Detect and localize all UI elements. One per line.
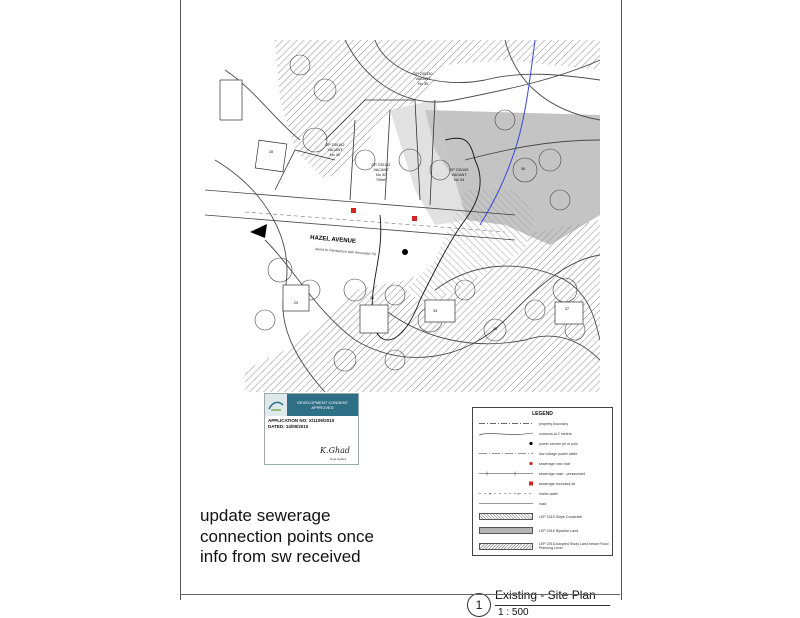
- svg-text:w: w: [489, 491, 492, 496]
- house-number: 31: [369, 296, 375, 300]
- house-number: 28: [268, 150, 274, 154]
- council-logo-icon: [265, 394, 287, 416]
- street-note: Akora to intersection with Alexander Rd: [314, 247, 377, 257]
- dash-dot-line-icon: [477, 449, 535, 458]
- lot-number: No 39: [417, 82, 429, 86]
- dash-line-icon: [477, 419, 535, 428]
- note-line: connection points once: [200, 526, 374, 546]
- slope-swatch-icon: [479, 513, 533, 520]
- legend-item: LEP 2015 Riparian Land: [477, 526, 609, 535]
- lot-area: 790m²: [375, 178, 387, 182]
- black-dot-icon: [477, 439, 535, 448]
- lot-status: VACANT: [415, 77, 431, 81]
- power-pole-marker: [402, 249, 408, 255]
- water-line-icon: [477, 489, 535, 498]
- stamp-title: DEVELOPMENT CONSENT APPROVED: [297, 400, 348, 410]
- development-consent-stamp: [264, 393, 359, 465]
- legend-item: contours at 2 meters: [477, 429, 609, 438]
- note-line: info from sw received: [200, 547, 361, 566]
- site-plan-drawing: [205, 40, 600, 392]
- sewerage-boundary-kit-marker: [412, 216, 417, 221]
- lot-dp: DP 230162: [325, 143, 345, 147]
- stamp-date: DATED: 14/09/2010: [268, 424, 309, 429]
- lot-dp: DP 230162: [371, 163, 391, 167]
- svg-text:w: w: [517, 491, 520, 496]
- lot-status: VACANT: [451, 173, 467, 177]
- lot-number: No 34: [453, 178, 465, 182]
- red-dot-icon: [477, 459, 535, 468]
- north-arrow-icon: [250, 224, 267, 238]
- sewerage-boundary-kit-marker: [351, 208, 356, 213]
- legend-item: w w mains water: [477, 489, 609, 498]
- house-number: 37: [564, 307, 570, 311]
- house-number: 35: [492, 327, 498, 331]
- view-scale: 1 : 500: [498, 607, 529, 618]
- legend-item: sewerage boundary kit: [477, 479, 609, 488]
- legend-item: LEP 2015 Adopted Study Land below Flood Planning Level: [477, 540, 609, 552]
- signature-icon: K.Ghad: [320, 446, 350, 455]
- lot-status: VACANT: [327, 148, 343, 152]
- legend-title: LEGEND: [532, 411, 553, 417]
- tick-line-icon: [477, 469, 535, 478]
- legend-item: power service pit or pole: [477, 439, 609, 448]
- contour-icon: [477, 429, 535, 438]
- legend-item: low voltage power cable: [477, 449, 609, 458]
- stamp-officer: Noel Gaffed: [330, 457, 346, 461]
- legend-item: road: [477, 499, 609, 508]
- legend-item: sewerage main - pressurised: [477, 469, 609, 478]
- lot-status: VACANT: [373, 168, 389, 172]
- stamp-application-number: APPLICATION NO: X/1109/2010: [268, 418, 335, 423]
- view-title-rule: [495, 605, 610, 606]
- note-line: update sewerage: [200, 506, 331, 525]
- revision-note: [200, 506, 374, 568]
- stamp-header: [265, 394, 358, 416]
- house-number: 29: [293, 301, 299, 305]
- lot-dp: DP 230165: [449, 168, 469, 172]
- riparian-swatch-icon: [479, 527, 533, 534]
- legend-item: sewerage man hole: [477, 459, 609, 468]
- flood-swatch-icon: [479, 543, 533, 550]
- house-number: 33: [432, 309, 438, 313]
- red-square-icon: [477, 479, 535, 488]
- view-title: Existing - Site Plan: [495, 588, 596, 602]
- view-number-circle: 1: [467, 593, 491, 617]
- lot-number: No 30: [329, 153, 341, 157]
- legend-item: property boundary: [477, 419, 609, 428]
- lot-dp: DP 230330: [413, 72, 433, 76]
- street-name: HAZEL AVENUE: [309, 235, 357, 245]
- legend-box: [472, 407, 613, 556]
- house-number: 36: [520, 167, 526, 171]
- lot-number: No 32: [375, 173, 387, 177]
- legend-item: LEP 2015 Slope Constraint: [477, 512, 609, 521]
- road-line-icon: [477, 499, 535, 508]
